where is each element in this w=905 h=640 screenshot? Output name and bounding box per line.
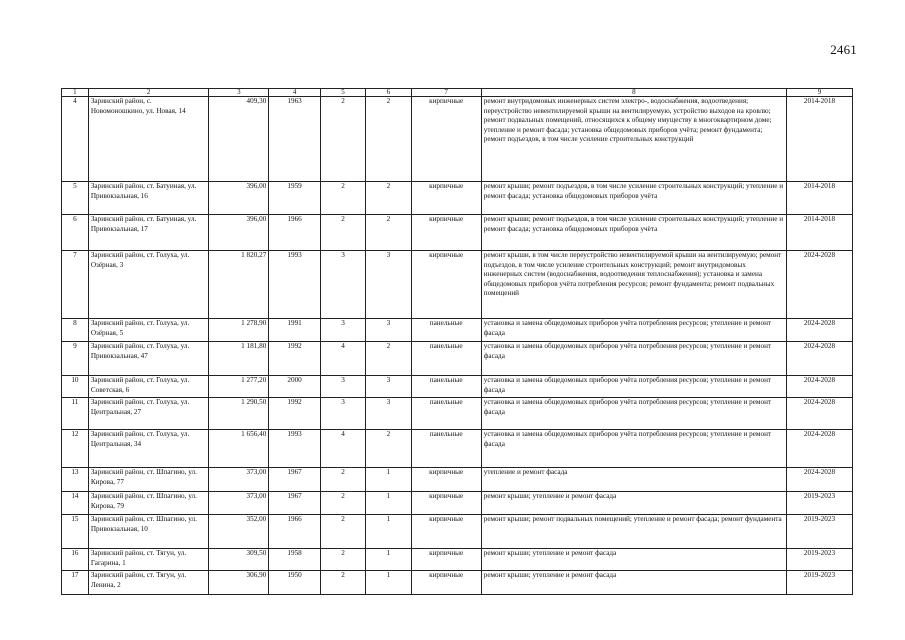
address-cell: Заринский район, ст. Шпагино, ул. Привокзальная, 10 (88, 515, 209, 549)
table-row (62, 376, 853, 398)
year-built-cell: 1993 (269, 430, 321, 468)
table-row (62, 97, 853, 182)
year-built-cell: 1992 (269, 398, 321, 430)
wall-material-cell: панельные (411, 342, 481, 376)
area-cell: 1 820,27 (209, 251, 269, 319)
wall-material-cell: панельные (411, 398, 481, 430)
repair-works-cell: утепление и ремонт фасада (481, 468, 786, 492)
entrances-cell: 1 (366, 549, 411, 571)
table-row (62, 549, 853, 571)
table-row (62, 251, 853, 319)
page-number: 2461 (830, 42, 857, 57)
floors-cell: 2 (320, 549, 365, 571)
wall-material-cell: кирпичные (411, 515, 481, 549)
table-row (62, 515, 853, 549)
row-number: 14 (62, 492, 89, 515)
repair-period-cell: 2019-2023 (786, 571, 852, 595)
address-cell: Заринский район, ст. Батуиная, ул. Привокзальная, 17 (88, 215, 209, 251)
column-number: 5 (320, 89, 365, 97)
floors-cell: 3 (320, 398, 365, 430)
area-cell: 1 290,50 (209, 398, 269, 430)
area-cell: 1 277,20 (209, 376, 269, 398)
floors-cell: 3 (320, 319, 365, 342)
column-number: 4 (269, 89, 321, 97)
year-built-cell: 1963 (269, 97, 321, 182)
repair-period-cell: 2014-2018 (786, 215, 852, 251)
repair-works-cell: ремонт крыши, в том числе переустройство невентилируемой крыши на вентилируемую; ремонт подъездов, в том числе усиление строительных конструкций; ремонт внутридомовых инженерных систем (водоснабжения, водоотведения теплоснабжения); установка и замена общедомовых приборов учёта потребления ресурсов; ремонт фундамента; ремонт подвальных помещений (481, 251, 786, 319)
repair-works-cell: ремонт крыши; ремонт подъездов, в том числе усиление строительных конструкций; утепление и ремонт фасада; установка общедомовых приборов учёта (481, 182, 786, 215)
row-number: 16 (62, 549, 89, 571)
entrances-cell: 1 (366, 468, 411, 492)
row-number: 15 (62, 515, 89, 549)
area-cell: 1 181,80 (209, 342, 269, 376)
repair-works-cell: ремонт крыши; утепление и ремонт фасада (481, 549, 786, 571)
repair-works-cell: ремонт крыши; ремонт подъездов, в том числе усиление строительных конструкций; утепление и ремонт фасада; установка общедомовых приборов учёта (481, 215, 786, 251)
table-row (62, 492, 853, 515)
row-number: 6 (62, 215, 89, 251)
wall-material-cell: панельные (411, 430, 481, 468)
wall-material-cell: кирпичные (411, 571, 481, 595)
repair-period-cell: 2014-2018 (786, 97, 852, 182)
repair-works-cell: установка и замена общедомовых приборов учёта потребления ресурсов; утепление и ремонт фасада (481, 319, 786, 342)
repair-period-cell: 2024-2028 (786, 398, 852, 430)
table-row (62, 468, 853, 492)
address-cell: Заринский район, ст. Голуха, ул. Центральная, 34 (88, 430, 209, 468)
row-number: 17 (62, 571, 89, 595)
repair-works-cell: установка и замена общедомовых приборов учёта потребления ресурсов; утепление и ремонт фасада (481, 430, 786, 468)
address-cell: Заринский район, ст. Шпагино, ул. Кирова, 79 (88, 492, 209, 515)
floors-cell: 2 (320, 97, 365, 182)
table-row (62, 182, 853, 215)
table-row (62, 319, 853, 342)
floors-cell: 2 (320, 492, 365, 515)
address-cell: Заринский район, ст. Батуиная, ул. Привокзальная, 16 (88, 182, 209, 215)
year-built-cell: 1991 (269, 319, 321, 342)
table-row (62, 398, 853, 430)
repair-works-cell: ремонт крыши; утепление и ремонт фасада (481, 492, 786, 515)
repair-works-cell: ремонт внутридомовых инженерных систем электро-, водоснабжения, водоотведения; переустройство невентилируемой крыши на вентилируемую, устройство выходов на кровлю; ремонт подвальных помещений, относящихся к общему имуществу в многоквартирном доме; утепление и ремонт фасада; установка общедомовых приборов учёта; ремонт фундамента; ремонт подъездов, в том числе усиление строительных конструкций (481, 97, 786, 182)
area-cell: 396,00 (209, 182, 269, 215)
repair-period-cell: 2014-2018 (786, 182, 852, 215)
entrances-cell: 1 (366, 571, 411, 595)
entrances-cell: 1 (366, 492, 411, 515)
area-cell: 373,00 (209, 492, 269, 515)
entrances-cell: 2 (366, 342, 411, 376)
year-built-cell: 1992 (269, 342, 321, 376)
row-number: 5 (62, 182, 89, 215)
column-number: 1 (62, 89, 89, 97)
column-number: 9 (786, 89, 852, 97)
floors-cell: 3 (320, 376, 365, 398)
housing-repair-table (61, 88, 853, 595)
floors-cell: 3 (320, 251, 365, 319)
repair-works-cell: установка и замена общедомовых приборов учёта потребления ресурсов; утепление и ремонт фасада (481, 342, 786, 376)
repair-works-cell: ремонт крыши; ремонт подвальных помещений; утепление и ремонт фасада; ремонт фундамента (481, 515, 786, 549)
wall-material-cell: кирпичные (411, 215, 481, 251)
column-number: 7 (411, 89, 481, 97)
address-cell: Заринский район, ст. Тягун, ул. Ленина, 2 (88, 571, 209, 595)
floors-cell: 2 (320, 515, 365, 549)
repair-period-cell: 2019-2023 (786, 492, 852, 515)
area-cell: 396,00 (209, 215, 269, 251)
repair-period-cell: 2024-2028 (786, 342, 852, 376)
repair-period-cell: 2024-2028 (786, 376, 852, 398)
entrances-cell: 3 (366, 376, 411, 398)
year-built-cell: 1950 (269, 571, 321, 595)
entrances-cell: 2 (366, 430, 411, 468)
area-cell: 1 656,40 (209, 430, 269, 468)
floors-cell: 2 (320, 468, 365, 492)
table-row (62, 430, 853, 468)
repair-period-cell: 2024-2028 (786, 251, 852, 319)
floors-cell: 4 (320, 430, 365, 468)
entrances-cell: 3 (366, 251, 411, 319)
wall-material-cell: панельные (411, 376, 481, 398)
address-cell: Заринский район, ст. Голуха, ул. Озёрная, 3 (88, 251, 209, 319)
row-number: 7 (62, 251, 89, 319)
table-row (62, 342, 853, 376)
repair-period-cell: 2019-2023 (786, 515, 852, 549)
entrances-cell: 2 (366, 182, 411, 215)
repair-period-cell: 2019-2023 (786, 549, 852, 571)
entrances-cell: 2 (366, 97, 411, 182)
column-number: 8 (481, 89, 786, 97)
row-number: 13 (62, 468, 89, 492)
repair-period-cell: 2024-2028 (786, 468, 852, 492)
table-row (62, 571, 853, 595)
entrances-cell: 3 (366, 319, 411, 342)
year-built-cell: 1967 (269, 492, 321, 515)
wall-material-cell: кирпичные (411, 549, 481, 571)
entrances-cell: 1 (366, 515, 411, 549)
repair-works-cell: установка и замена общедомовых приборов учёта потребления ресурсов; утепление и ремонт фасада (481, 376, 786, 398)
area-cell: 1 278,90 (209, 319, 269, 342)
row-number: 10 (62, 376, 89, 398)
address-cell: Заринский район, ст. Шпагино, ул. Кирова, 77 (88, 468, 209, 492)
year-built-cell: 1967 (269, 468, 321, 492)
year-built-cell: 1959 (269, 182, 321, 215)
column-number-row (62, 89, 853, 97)
repair-works-cell: установка и замена общедомовых приборов учёта потребления ресурсов; утепление и ремонт фасада (481, 398, 786, 430)
repair-period-cell: 2024-2028 (786, 319, 852, 342)
address-cell: Заринский район, ст. Голуха, ул. Озёрная, 5 (88, 319, 209, 342)
floors-cell: 2 (320, 215, 365, 251)
wall-material-cell: кирпичные (411, 468, 481, 492)
row-number: 12 (62, 430, 89, 468)
year-built-cell: 1966 (269, 215, 321, 251)
area-cell: 373,00 (209, 468, 269, 492)
area-cell: 306,90 (209, 571, 269, 595)
floors-cell: 4 (320, 342, 365, 376)
year-built-cell: 1993 (269, 251, 321, 319)
address-cell: Заринский район, ст. Голуха, ул. Советская, 6 (88, 376, 209, 398)
address-cell: Заринский район, с. Новомоношкино, ул. Новая, 14 (88, 97, 209, 182)
column-number: 2 (88, 89, 209, 97)
column-number: 6 (366, 89, 411, 97)
column-number: 3 (209, 89, 269, 97)
wall-material-cell: кирпичные (411, 492, 481, 515)
repair-works-cell: ремонт крыши; утепление и ремонт фасада (481, 571, 786, 595)
year-built-cell: 2000 (269, 376, 321, 398)
address-cell: Заринский район, ст. Голуха, ул. Привокзальная, 47 (88, 342, 209, 376)
table-row (62, 215, 853, 251)
year-built-cell: 1966 (269, 515, 321, 549)
row-number: 9 (62, 342, 89, 376)
floors-cell: 2 (320, 571, 365, 595)
wall-material-cell: кирпичные (411, 97, 481, 182)
entrances-cell: 3 (366, 398, 411, 430)
area-cell: 352,00 (209, 515, 269, 549)
wall-material-cell: панельные (411, 319, 481, 342)
area-cell: 309,50 (209, 549, 269, 571)
row-number: 11 (62, 398, 89, 430)
entrances-cell: 2 (366, 215, 411, 251)
wall-material-cell: кирпичные (411, 251, 481, 319)
wall-material-cell: кирпичные (411, 182, 481, 215)
row-number: 4 (62, 97, 89, 182)
address-cell: Заринский район, ст. Голуха, ул. Центральная, 27 (88, 398, 209, 430)
address-cell: Заринский район, ст. Тягун, ул. Гагарина, 1 (88, 549, 209, 571)
year-built-cell: 1958 (269, 549, 321, 571)
floors-cell: 2 (320, 182, 365, 215)
repair-period-cell: 2024-2028 (786, 430, 852, 468)
row-number: 8 (62, 319, 89, 342)
area-cell: 409,30 (209, 97, 269, 182)
